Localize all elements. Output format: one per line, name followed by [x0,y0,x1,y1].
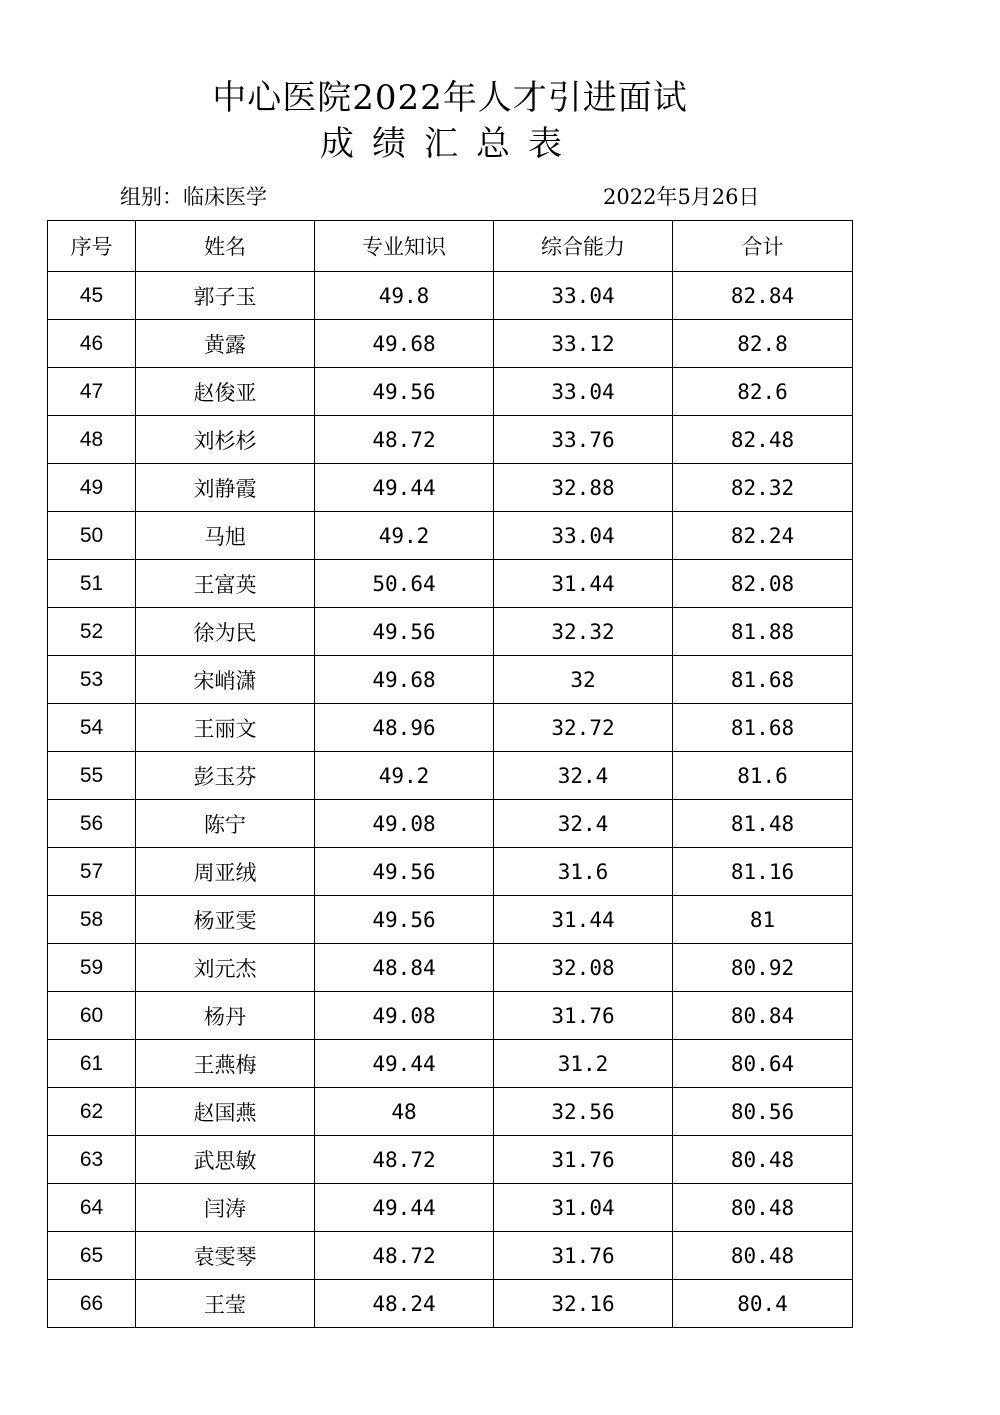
table-row [48,368,853,416]
table-row [48,1232,853,1280]
cell-comprehensive-ability: 32.4 [494,800,673,848]
cell-total: 82.32 [673,464,853,512]
table-row [48,848,853,896]
cell-professional-knowledge: 50.64 [315,560,494,608]
cell-total: 81.16 [673,848,853,896]
table-row [48,992,853,1040]
cell-comprehensive-ability: 33.76 [494,416,673,464]
cell-name: 郭子玉 [136,272,315,320]
cell-comprehensive-ability: 32.4 [494,752,673,800]
table-row [48,416,853,464]
cell-total: 82.08 [673,560,853,608]
cell-total: 80.56 [673,1088,853,1136]
title-line-1: 中心医院2022年人才引进面试 [212,78,688,118]
cell-professional-knowledge: 49.44 [315,1184,494,1232]
cell-index: 56 [48,800,136,848]
cell-index: 64 [48,1184,136,1232]
table-row [48,464,853,512]
table-row [48,1040,853,1088]
cell-professional-knowledge: 49.2 [315,512,494,560]
cell-comprehensive-ability: 32.32 [494,608,673,656]
table-row [48,800,853,848]
cell-name: 赵国燕 [136,1088,315,1136]
cell-index: 53 [48,656,136,704]
document-title [0,78,900,166]
cell-total: 80.48 [673,1136,853,1184]
cell-name: 杨丹 [136,992,315,1040]
cell-comprehensive-ability: 32.08 [494,944,673,992]
cell-name: 袁雯琴 [136,1232,315,1280]
cell-professional-knowledge: 48.72 [315,1136,494,1184]
cell-name: 陈宁 [136,800,315,848]
header-total: 合计 [673,221,853,272]
cell-comprehensive-ability: 33.04 [494,368,673,416]
table-row [48,1280,853,1328]
cell-comprehensive-ability: 33.04 [494,272,673,320]
cell-total: 81 [673,896,853,944]
cell-total: 82.6 [673,368,853,416]
cell-name: 黄露 [136,320,315,368]
cell-index: 47 [48,368,136,416]
header-row [48,221,853,272]
cell-total: 80.48 [673,1232,853,1280]
cell-index: 58 [48,896,136,944]
cell-name: 周亚绒 [136,848,315,896]
cell-index: 50 [48,512,136,560]
cell-comprehensive-ability: 32.56 [494,1088,673,1136]
table-body [48,272,853,1328]
cell-comprehensive-ability: 31.76 [494,1136,673,1184]
table-row [48,320,853,368]
title-line-2: 成绩汇总表 [320,124,580,164]
cell-comprehensive-ability: 32 [494,656,673,704]
table-row [48,656,853,704]
cell-comprehensive-ability: 33.12 [494,320,673,368]
cell-name: 王丽文 [136,704,315,752]
cell-index: 63 [48,1136,136,1184]
table-row [48,896,853,944]
cell-total: 81.6 [673,752,853,800]
cell-total: 80.4 [673,1280,853,1328]
cell-index: 55 [48,752,136,800]
cell-professional-knowledge: 49.56 [315,848,494,896]
cell-index: 48 [48,416,136,464]
cell-name: 刘静霞 [136,464,315,512]
cell-name: 彭玉芬 [136,752,315,800]
cell-index: 57 [48,848,136,896]
cell-comprehensive-ability: 33.04 [494,512,673,560]
cell-professional-knowledge: 48.96 [315,704,494,752]
cell-comprehensive-ability: 31.44 [494,896,673,944]
cell-total: 80.64 [673,1040,853,1088]
cell-name: 刘元杰 [136,944,315,992]
cell-professional-knowledge: 48 [315,1088,494,1136]
cell-name: 武思敏 [136,1136,315,1184]
cell-name: 王燕梅 [136,1040,315,1088]
header-index: 序号 [48,221,136,272]
cell-index: 62 [48,1088,136,1136]
table-row [48,1136,853,1184]
cell-comprehensive-ability: 32.72 [494,704,673,752]
cell-comprehensive-ability: 31.76 [494,1232,673,1280]
cell-index: 60 [48,992,136,1040]
scores-table [47,220,853,1328]
cell-index: 52 [48,608,136,656]
cell-name: 宋峭潇 [136,656,315,704]
header-professional-knowledge: 专业知识 [315,221,494,272]
cell-total: 82.8 [673,320,853,368]
cell-total: 81.48 [673,800,853,848]
table-row [48,560,853,608]
cell-total: 82.24 [673,512,853,560]
cell-comprehensive-ability: 31.6 [494,848,673,896]
header-name: 姓名 [136,221,315,272]
cell-name: 王莹 [136,1280,315,1328]
table-row [48,1088,853,1136]
cell-professional-knowledge: 49.68 [315,656,494,704]
cell-name: 王富英 [136,560,315,608]
cell-professional-knowledge: 49.56 [315,608,494,656]
cell-professional-knowledge: 49.08 [315,992,494,1040]
cell-professional-knowledge: 49.44 [315,464,494,512]
cell-name: 徐为民 [136,608,315,656]
cell-total: 82.48 [673,416,853,464]
cell-total: 80.48 [673,1184,853,1232]
table-row [48,752,853,800]
cell-comprehensive-ability: 31.44 [494,560,673,608]
cell-comprehensive-ability: 31.04 [494,1184,673,1232]
table-row [48,512,853,560]
group-label: 组别：临床医学 [120,185,267,209]
document-date: 2022年5月26日 [603,185,760,209]
cell-total: 81.68 [673,656,853,704]
cell-comprehensive-ability: 31.2 [494,1040,673,1088]
table-row [48,608,853,656]
cell-professional-knowledge: 48.72 [315,1232,494,1280]
cell-name: 赵俊亚 [136,368,315,416]
cell-index: 45 [48,272,136,320]
cell-professional-knowledge: 48.72 [315,416,494,464]
cell-index: 46 [48,320,136,368]
cell-professional-knowledge: 49.08 [315,800,494,848]
cell-professional-knowledge: 48.24 [315,1280,494,1328]
table-row [48,944,853,992]
cell-total: 82.84 [673,272,853,320]
cell-comprehensive-ability: 32.16 [494,1280,673,1328]
cell-total: 81.88 [673,608,853,656]
cell-professional-knowledge: 49.68 [315,320,494,368]
cell-total: 80.92 [673,944,853,992]
cell-index: 51 [48,560,136,608]
cell-professional-knowledge: 49.56 [315,368,494,416]
cell-index: 49 [48,464,136,512]
cell-professional-knowledge: 48.84 [315,944,494,992]
cell-professional-knowledge: 49.44 [315,1040,494,1088]
cell-professional-knowledge: 49.56 [315,896,494,944]
cell-name: 刘杉杉 [136,416,315,464]
table-row [48,272,853,320]
cell-name: 马旭 [136,512,315,560]
cell-total: 80.84 [673,992,853,1040]
table-row [48,704,853,752]
cell-comprehensive-ability: 31.76 [494,992,673,1040]
cell-index: 66 [48,1280,136,1328]
cell-index: 65 [48,1232,136,1280]
cell-index: 54 [48,704,136,752]
table-row [48,1184,853,1232]
cell-name: 杨亚雯 [136,896,315,944]
header-comprehensive-ability: 综合能力 [494,221,673,272]
cell-name: 闫涛 [136,1184,315,1232]
cell-index: 61 [48,1040,136,1088]
cell-comprehensive-ability: 32.88 [494,464,673,512]
cell-professional-knowledge: 49.2 [315,752,494,800]
cell-professional-knowledge: 49.8 [315,272,494,320]
cell-total: 81.68 [673,704,853,752]
cell-index: 59 [48,944,136,992]
